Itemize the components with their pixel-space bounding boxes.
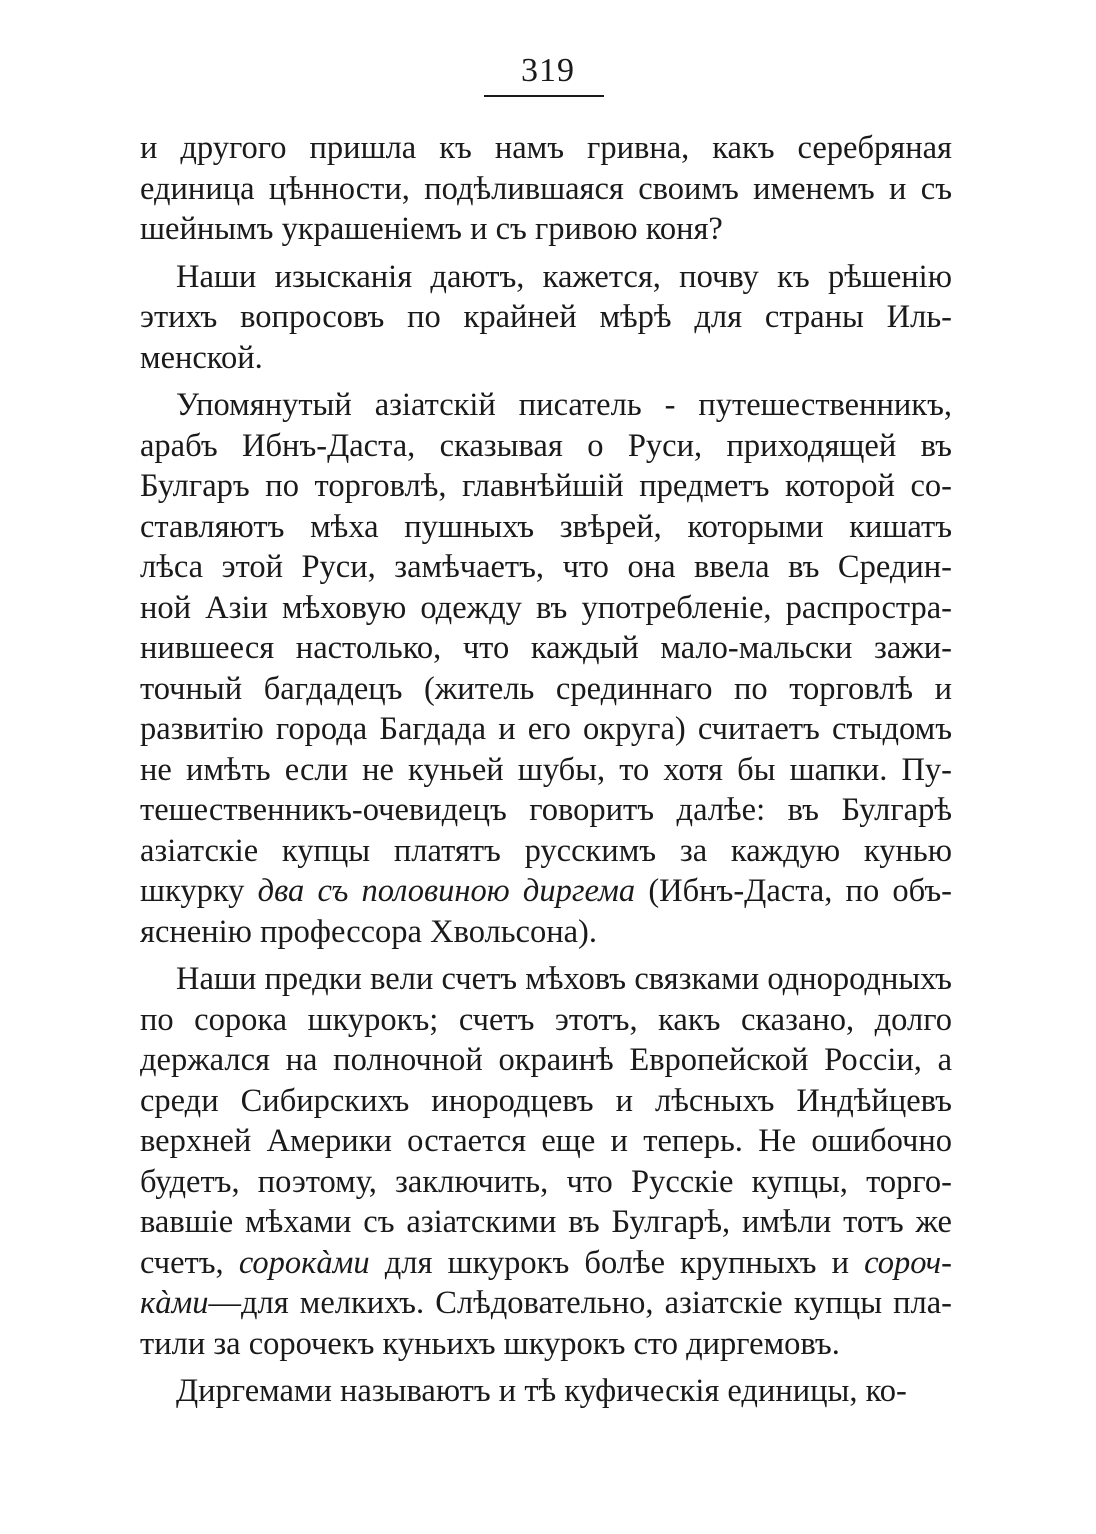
text-run: будетъ, поэтому, заключить, что Русскіе купцы, торго- xyxy=(140,1163,952,1200)
text-run: Булгаръ по торговлѣ, главнѣйшій предметъ которой со- xyxy=(140,468,952,504)
paragraph xyxy=(140,257,952,379)
text-line xyxy=(140,169,952,210)
text-run: вавшіе мѣхами съ азіатскими въ Булгарѣ, имѣли тотъ же xyxy=(140,1204,952,1240)
text-line xyxy=(140,959,952,1000)
text-run: единица цѣнности, подѣлившаяся своимъ именемъ и съ xyxy=(140,170,952,207)
text-line xyxy=(140,1202,952,1243)
text-line xyxy=(140,385,952,426)
text-run: тили за сорочекъ куньихъ шкурокъ сто диргемовъ. xyxy=(140,1325,840,1362)
text-run: азіатскіе купцы платятъ русскимъ за каждую кунью xyxy=(140,832,952,869)
text-line xyxy=(140,1324,952,1365)
text-run: этихъ вопросовъ по крайней мѣрѣ для страны Иль- xyxy=(140,299,952,335)
text-run: развитію города Багдада и его округа) считаетъ стыдомъ xyxy=(140,711,952,747)
text-line xyxy=(140,507,952,548)
text-run: (Ибнъ-Даста, по объ- xyxy=(635,873,953,909)
italic-text-run: два съ половиною диргема xyxy=(257,873,636,909)
text-run: нившееся настолько, что каждый мало-мальски зажи- xyxy=(140,630,952,666)
paragraph xyxy=(140,385,952,952)
text-run: арабъ Ибнъ-Даста, сказывая о Руси, приходящей въ xyxy=(140,427,952,464)
paragraph xyxy=(140,959,952,1364)
text-run: держался на полночной окраинѣ Европейской Россіи, а xyxy=(140,1042,952,1078)
text-line xyxy=(140,466,952,507)
text-line xyxy=(140,1121,952,1162)
italic-text-run: кàми xyxy=(140,1285,209,1321)
text-line xyxy=(140,628,952,669)
text-line xyxy=(140,1081,952,1122)
text-line xyxy=(140,709,952,750)
text-run: Наши изысканія даютъ, кажется, почву къ рѣшенію xyxy=(176,258,952,295)
text-run: ставляютъ мѣха пушныхъ звѣрей, которыми кишатъ xyxy=(140,508,952,545)
text-run: верхней Америки остается еще и теперь. Не ошибочно xyxy=(140,1123,952,1159)
text-run: для шкурокъ болѣе крупныхъ и xyxy=(369,1244,865,1281)
text-run: среди Сибирскихъ инородцевъ и лѣсныхъ Индѣйцевъ xyxy=(140,1082,952,1119)
text-line xyxy=(140,871,952,912)
text-line xyxy=(140,257,952,298)
text-run: Наши предки вели счетъ мѣховъ связками однородныхъ xyxy=(176,961,952,997)
text-run: —для мелкихъ. Слѣдовательно, азіатскіе купцы пла- xyxy=(208,1285,952,1321)
text-run: точный багдадецъ (житель срединнаго по торговлѣ и xyxy=(140,670,952,707)
text-run: Упомянутый азіатскій писатель - путешественникъ, xyxy=(176,387,952,423)
italic-text-run: сорокàми xyxy=(238,1244,370,1281)
text-line xyxy=(140,1283,952,1324)
text-line xyxy=(140,790,952,831)
text-line xyxy=(140,588,952,629)
text-line xyxy=(140,209,952,250)
text-line xyxy=(140,750,952,791)
text-run: лѣса этой Руси, замѣчаетъ, что она ввела въ Средин- xyxy=(140,549,952,585)
text-run: по сорока шкурокъ; счетъ этотъ, какъ сказано, долго xyxy=(140,1001,952,1038)
text-run: не имѣть если не куньей шубы, то хотя бы шапки. Пу- xyxy=(140,751,952,788)
text-run: тешественникъ-очевидецъ говоритъ далѣе: въ Булгарѣ xyxy=(140,792,952,828)
header-rule xyxy=(484,95,604,97)
text-line xyxy=(140,338,952,379)
text-line xyxy=(140,128,952,169)
text-line xyxy=(140,1000,952,1041)
text-line xyxy=(140,1162,952,1203)
text-run: шкурку xyxy=(140,873,258,909)
text-run: счетъ, xyxy=(140,1244,239,1281)
text-line xyxy=(140,831,952,872)
text-line xyxy=(140,1243,952,1284)
italic-text-run: сороч- xyxy=(864,1244,952,1281)
text-line xyxy=(140,1040,952,1081)
text-run: ной Азіи мѣховую одежду въ употребленіе, распростра- xyxy=(140,589,952,626)
text-run: менской. xyxy=(140,339,263,376)
page-number: 319 xyxy=(521,52,575,89)
text-line xyxy=(140,912,952,953)
text-line xyxy=(140,297,952,338)
text-run: и другого пришла къ намъ гривна, какъ серебряная xyxy=(140,130,952,166)
text-run: ясненію профессора Хвольсона). xyxy=(140,913,597,950)
paragraph xyxy=(140,1371,952,1412)
paragraph xyxy=(140,128,952,250)
text-line xyxy=(140,669,952,710)
text-run: Диргемами называютъ и тѣ куфическія единицы, ко- xyxy=(176,1373,907,1409)
text-line xyxy=(140,1371,952,1412)
body-text xyxy=(140,128,952,1419)
text-line xyxy=(140,547,952,588)
text-line xyxy=(140,426,952,467)
text-run: шейнымъ украшеніемъ и съ гривою коня? xyxy=(140,211,723,247)
